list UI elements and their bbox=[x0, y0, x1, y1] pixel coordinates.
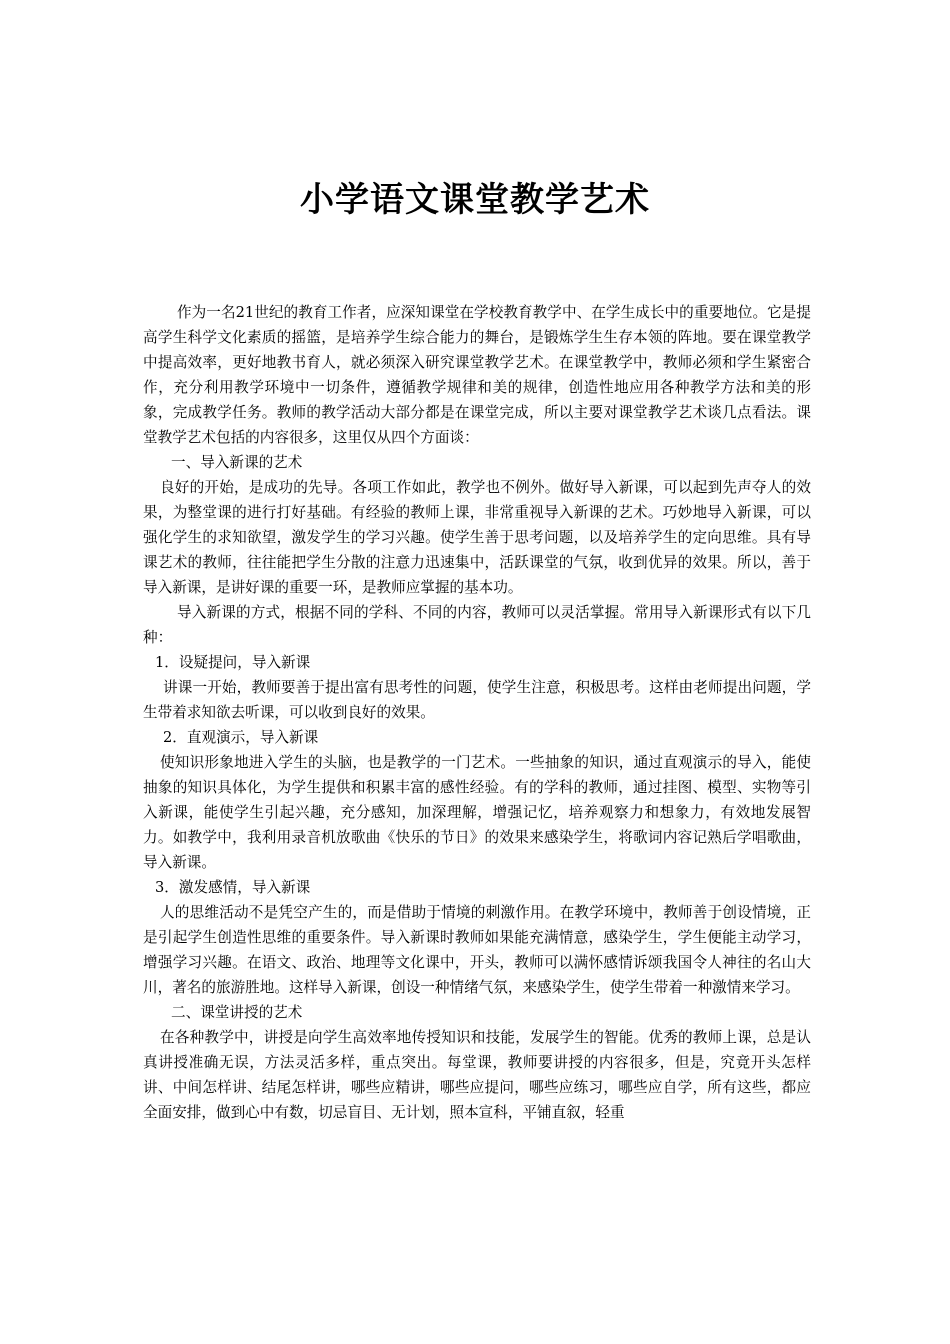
subheading-1: 1．设疑提问，导入新课 bbox=[155, 654, 311, 671]
section-1-paragraph-2: 导入新课的方式，根据不同的学科、不同的内容，教师可以灵活掌握。常用导入新课形式有以下几种： bbox=[143, 604, 811, 646]
section-heading-1: 一、导入新课的艺术 bbox=[171, 454, 303, 471]
page-title: 小学语文课堂教学艺术 bbox=[300, 179, 650, 220]
section-2-paragraph: 在各种教学中，讲授是向学生高效率地传授知识和技能，发展学生的智能。优秀的教师上课，总是认真讲授准确无误，方法灵活多样，重点突出。每堂课，教师要讲授的内容很多，但是，究竟开头怎样讲、中间怎样讲、结尾怎样讲，哪些应精讲，哪些应提问，哪些应练习，哪些应自学，所有这些，都应全面安排，做到心中有数，切忌盲目、无计划，照本宣科，平铺直叙，轻重 bbox=[143, 1029, 811, 1121]
subheading-3: 3．激发感情，导入新课 bbox=[155, 879, 311, 896]
section-heading-2: 二、课堂讲授的艺术 bbox=[171, 1004, 303, 1021]
document-body bbox=[143, 300, 811, 1125]
subheading-3-paragraph: 人的思维活动不是凭空产生的，而是借助于情境的刺激作用。在教学环境中，教师善于创设情境，正是引起学生创造性思维的重要条件。导入新课时教师如果能充满情意，感染学生，学生便能主动学习，增强学习兴趣。在语文、政治、地理等文化课中，开头，教师可以满怀感情诉颂我国令人神往的名山大川，著名的旅游胜地。这样导入新课，创设一种情绪气氛，来感染学生，使学生带着一种激情来学习。 bbox=[143, 904, 811, 996]
section-1-paragraph: 良好的开始，是成功的先导。各项工作如此，教学也不例外。做好导入新课，可以起到先声夺人的效果，为整堂课的进行打好基础。有经验的教师上课，非常重视导入新课的艺术。巧妙地导入新课，可以强化学生的求知欲望，激发学生的学习兴趣。使学生善于思考问题，以及培养学生的定向思维。具有导课艺术的教师，往往能把学生分散的注意力迅速集中，活跃课堂的气氛，收到优异的效果。所以，善于导入新课，是讲好课的重要一环，是教师应掌握的基本功。 bbox=[143, 479, 811, 596]
intro-paragraph: 作为一名21世纪的教育工作者，应深知课堂在学校教育教学中、在学生成长中的重要地位。它是提高学生科学文化素质的摇篮，是培养学生综合能力的舞台，是锻炼学生生存本领的阵地。要在课堂教学中提高效率，更好地教书育人，就必须深入研究课堂教学艺术。在课堂教学中，教师必须和学生紧密合作，充分利用教学环境中一切条件，遵循教学规律和美的规律，创造性地应用各种教学方法和美的形象，完成教学任务。教师的教学活动大部分都是在课堂完成，所以主要对课堂教学艺术谈几点看法。课堂教学艺术包括的内容很多，这里仅从四个方面谈： bbox=[143, 304, 811, 446]
subheading-2-paragraph: 使知识形象地进入学生的头脑，也是教学的一门艺术。一些抽象的知识，通过直观演示的导入，能使抽象的知识具体化，为学生提供和积累丰富的感性经验。有的学科的教师，通过挂图、模型、实物等引入新课，能使学生引起兴趣，充分感知，加深理解，增强记忆，培养观察力和想象力，有效地发展智力。如教学中，我利用录音机放歌曲《快乐的节日》的效果来感染学生，将歌词内容记熟后学唱歌曲，导入新课。 bbox=[143, 754, 811, 871]
subheading-2: 2．直观演示，导入新课 bbox=[163, 729, 319, 746]
subheading-1-paragraph: 讲课一开始，教师要善于提出富有思考性的问题，使学生注意，积极思考。这样由老师提出问题，学生带着求知欲去听课，可以收到良好的效果。 bbox=[143, 679, 811, 721]
